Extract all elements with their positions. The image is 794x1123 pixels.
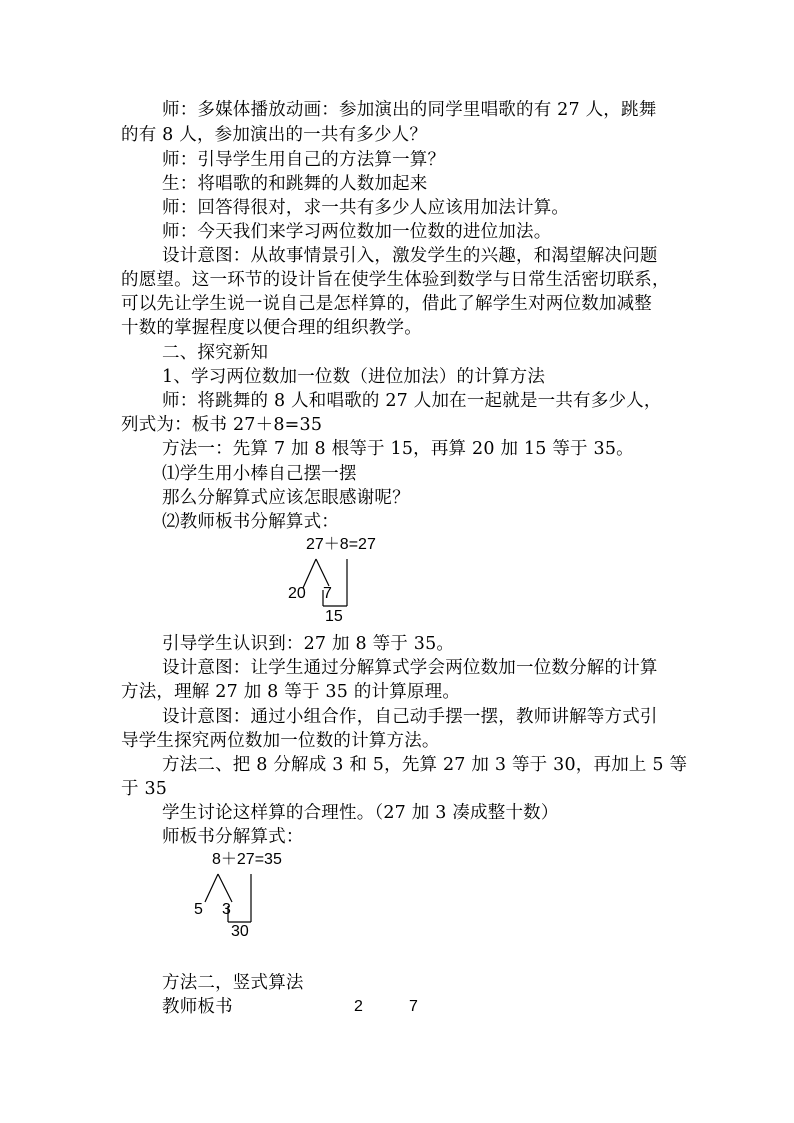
subsection-heading: 1、学习两位数加一位数（进位加法）的计算方法 (162, 367, 546, 387)
diagram-part-right: 3 (222, 901, 231, 918)
paragraph-line: 的愿望。这一环节的设计旨在使学生体验到数学与日常生活密切联系， (121, 270, 670, 290)
vertical-tens-digit: 2 (354, 998, 363, 1015)
paragraph-line: 设计意图：从故事情景引入，激发学生的兴趣，和渴望解决问题 (162, 246, 658, 266)
diagram-result: 30 (231, 923, 249, 940)
paragraph-line: 十数的掌握程度以便合理的组织教学。 (121, 318, 422, 338)
paragraph-line: 方法二，竖式算法 (162, 973, 304, 993)
paragraph-line: 导学生探究两位数加一位数的计算方法。 (121, 731, 440, 751)
vertical-ones-digit: 7 (409, 998, 418, 1015)
paragraph-line: 师：引导学生用自己的方法算一算？ (162, 150, 446, 170)
paragraph-line: 方法，理解 27 加 8 等于 35 的计算原理。 (121, 682, 461, 702)
diagram-part-left: 20 (288, 585, 306, 602)
paragraph-line: 方法二、把 8 分解成 3 和 5，先算 27 加 3 等于 30，再加上 5 等 (162, 755, 688, 775)
diagram-equation: 8＋27=35 (212, 851, 282, 868)
section-heading: 二、探究新知 (162, 343, 269, 363)
diagram-part-left: 5 (194, 901, 203, 918)
diagram-result: 15 (325, 608, 343, 625)
diagram-equation: 27＋8=27 (306, 536, 376, 553)
paragraph-line: 列式为：板书 27＋8=35 (121, 415, 323, 435)
paragraph-line: 学生讨论这样算的合理性。（27 加 3 凑成整十数） (162, 803, 559, 823)
paragraph-line: 的有 8 人，参加演出的一共有多少人？ (121, 125, 428, 145)
paragraph-line: 师：今天我们来学习两位数加一位数的进位加法。 (162, 222, 552, 242)
paragraph-line: 生：将唱歌的和跳舞的人数加起来 (162, 174, 428, 194)
paragraph-line: ⑴学生用小棒自己摆一摆 (162, 464, 357, 484)
paragraph-line: 引导学生认识到：27 加 8 等于 35。 (162, 634, 455, 654)
paragraph-line: 教师板书 (162, 997, 233, 1017)
paragraph-line: 方法一：先算 7 加 8 根等于 15，再算 20 加 15 等于 35。 (162, 439, 634, 459)
paragraph-line: 于 35 (121, 779, 168, 799)
paragraph-line: 可以先让学生说一说自己是怎样算的，借此了解学生对两位数加减整 (121, 294, 652, 314)
paragraph-line: 设计意图：通过小组合作，自己动手摆一摆，教师讲解等方式引 (162, 707, 658, 727)
paragraph-line: 师：多媒体播放动画：参加演出的同学里唱歌的有 27 人，跳舞 (162, 100, 657, 120)
paragraph-line: 师：回答得很对，求一共有多少人应该用加法计算。 (162, 198, 570, 218)
paragraph-line: 那么分解算式应该怎眼感谢呢？ (162, 488, 410, 508)
paragraph-line: ⑵教师板书分解算式： (162, 512, 339, 532)
paragraph-line: 师板书分解算式： (162, 827, 304, 847)
paragraph-line: 设计意图：让学生通过分解算式学会两位数加一位数分解的计算 (162, 658, 658, 678)
paragraph-line: 师：将跳舞的 8 人和唱歌的 27 人加在一起就是一共有多少人， (162, 391, 662, 411)
diagram-part-right: 7 (323, 585, 332, 602)
